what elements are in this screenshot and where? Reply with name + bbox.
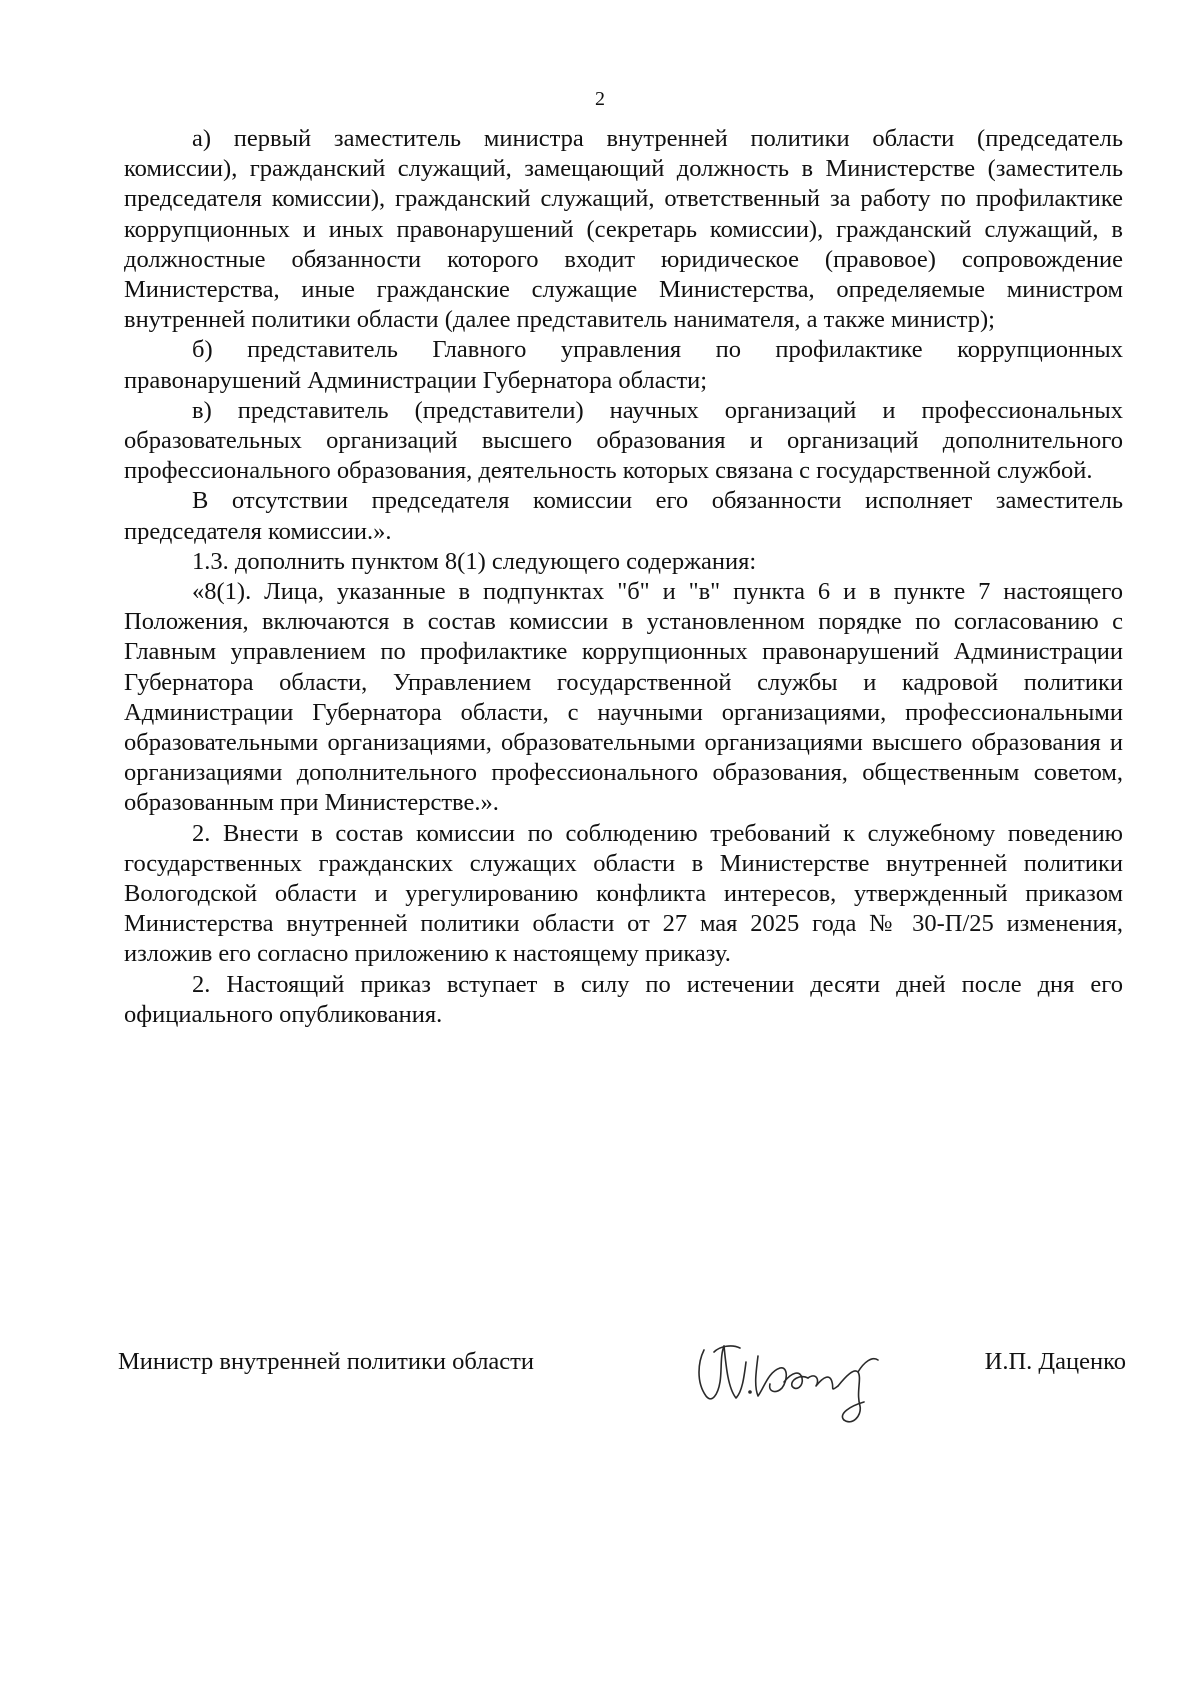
signer-name: И.П. Даценко [984, 1348, 1126, 1375]
paragraph-members-a: а) первый заместитель министра внутренней политики области (председатель комиссии), гражданский служащий, замещающий должность в Министерстве (заместитель председателя комиссии), гражданский служащий, ответственный за работу по профилактике коррупционных и иных правонарушений (секретарь комиссии), гражданский служащий, в должностные обязанности которого входит юридическое (правовое) сопровождение Министерства, иные гражданские служащие Министерства, определяемые министром внутренней политики области (далее представитель нанимателя, а также министр); [124, 125, 1123, 334]
paragraph-item-2-effective: 2. Настоящий приказ вступает в силу по истечении десяти дней после дня его официального опубликования. [124, 970, 1123, 1028]
page-number: 2 [595, 88, 605, 110]
paragraph-chair-absence: В отсутствии председателя комиссии его обязанности исполняет заместитель председателя комиссии.». [124, 487, 1123, 545]
paragraph-item-1-3: 1.3. дополнить пунктом 8(1) следующего содержания: [192, 547, 757, 575]
signer-position: Министр внутренней политики области [118, 1348, 534, 1375]
paragraph-members-c: в) представитель (представители) научных организаций и профессиональных образовательных организаций высшего образования и организаций дополнительного профессионального образования, деятельность которых связана с государственной службой. [124, 396, 1123, 485]
handwritten-signature [684, 1322, 914, 1432]
paragraph-item-8-1: «8(1). Лица, указанные в подпунктах "б" и "в" пункта 6 и в пункте 7 настоящего Положения, включаются в состав комиссии в установленном порядке по согласованию с Главным управлением по профилактике коррупционных правонарушений Администрации Губернатора области, Управлением государственной службы и кадровой политики Администрации Губернатора области, с научными организациями, профессиональными образовательными организациями, образовательными организациями высшего образования и организациями дополнительного профессионального образования, общественным советом, образованным при Министерстве.». [124, 578, 1123, 817]
signature-block [118, 1348, 1126, 1468]
paragraph-item-2-amend: 2. Внести в состав комиссии по соблюдению требований к служебному поведению государственных гражданских служащих области в Министерстве внутренней политики Вологодской области и урегулированию конфликта интересов, утвержденный приказом Министерства внутренней политики области от 27 мая 2025 года № 30-П/25 изменения, изложив его согласно приложению к настоящему приказу. [124, 819, 1123, 968]
document-body [124, 124, 1123, 1030]
paragraph-members-b: б) представитель Главного управления по профилактике коррупционных правонарушений Администрации Губернатора области; [124, 336, 1123, 394]
